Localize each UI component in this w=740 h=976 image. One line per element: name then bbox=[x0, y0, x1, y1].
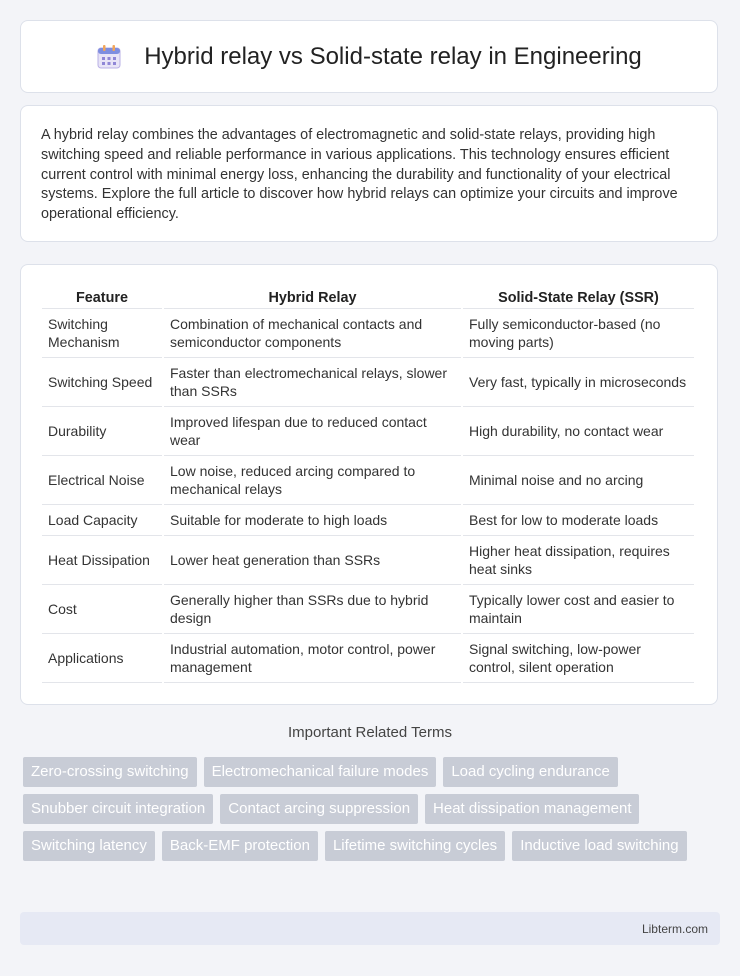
table-row bbox=[42, 358, 694, 407]
related-term-tag[interactable]: Load cycling endurance bbox=[443, 757, 617, 787]
table-row bbox=[42, 505, 694, 536]
table-cell: Heat Dissipation bbox=[42, 536, 162, 585]
related-terms-list bbox=[23, 757, 703, 861]
table-cell: Switching Speed bbox=[42, 358, 162, 407]
column-header: Solid-State Relay (SSR) bbox=[463, 285, 694, 309]
table-cell: Electrical Noise bbox=[42, 456, 162, 505]
intro-text: A hybrid relay combines the advantages of electromagnetic and solid-state relays, providing high switching speed and reliable performance in various applications. This technology ensures efficient current control with minimal energy loss, enhancing the durability and functionality of your electrical systems. Explore the full article to discover how hybrid relays can optimize your circuits and improve operational efficiency. bbox=[41, 127, 678, 223]
related-term-tag[interactable]: Inductive load switching bbox=[512, 831, 686, 861]
related-term-tag[interactable]: Back-EMF protection bbox=[162, 831, 318, 861]
related-term-tag[interactable]: Electromechanical failure modes bbox=[204, 757, 437, 787]
table-cell: Cost bbox=[42, 585, 162, 634]
column-header: Hybrid Relay bbox=[164, 285, 461, 309]
table-cell: Higher heat dissipation, requires heat sinks bbox=[463, 536, 694, 585]
table-cell: Switching Mechanism bbox=[42, 309, 162, 358]
table-cell: Load Capacity bbox=[42, 505, 162, 536]
table-cell: Applications bbox=[42, 634, 162, 683]
table-cell: Low noise, reduced arcing compared to mechanical relays bbox=[164, 456, 461, 505]
title-card bbox=[20, 20, 718, 93]
table-cell: Generally higher than SSRs due to hybrid design bbox=[164, 585, 461, 634]
comparison-table-card bbox=[20, 264, 718, 705]
table-cell: Fully semiconductor-based (no moving parts) bbox=[463, 309, 694, 358]
table-row bbox=[42, 309, 694, 358]
table-cell: High durability, no contact wear bbox=[463, 407, 694, 456]
related-term-tag[interactable]: Lifetime switching cycles bbox=[325, 831, 505, 861]
table-cell: Improved lifespan due to reduced contact wear bbox=[164, 407, 461, 456]
table-row bbox=[42, 456, 694, 505]
table-cell: Combination of mechanical contacts and semiconductor components bbox=[164, 309, 461, 358]
table-cell: Best for low to moderate loads bbox=[463, 505, 694, 536]
table-row bbox=[42, 634, 694, 683]
table-cell: Typically lower cost and easier to maintain bbox=[463, 585, 694, 634]
related-term-tag[interactable]: Snubber circuit integration bbox=[23, 794, 213, 824]
table-cell: Suitable for moderate to high loads bbox=[164, 505, 461, 536]
table-row bbox=[42, 536, 694, 585]
footer-site-link[interactable]: Libterm.com bbox=[641, 921, 708, 936]
related-term-tag[interactable]: Contact arcing suppression bbox=[220, 794, 418, 824]
table-cell: Very fast, typically in microseconds bbox=[463, 358, 694, 407]
table-cell: Industrial automation, motor control, power management bbox=[164, 634, 461, 683]
related-term-tag[interactable]: Zero-crossing switching bbox=[23, 757, 197, 787]
table-cell: Durability bbox=[42, 407, 162, 456]
related-term-tag[interactable]: Switching latency bbox=[23, 831, 155, 861]
intro-card bbox=[20, 105, 718, 242]
table-header-row bbox=[42, 285, 694, 309]
calendar-icon bbox=[96, 44, 122, 70]
comparison-table bbox=[40, 285, 696, 683]
page-title: Hybrid relay vs Solid-state relay in Engineering bbox=[144, 42, 642, 70]
related-terms-title: Important Related Terms bbox=[288, 724, 452, 741]
column-header: Feature bbox=[42, 285, 162, 309]
footer bbox=[20, 912, 720, 945]
table-cell: Lower heat generation than SSRs bbox=[164, 536, 461, 585]
related-term-tag[interactable]: Heat dissipation management bbox=[425, 794, 639, 824]
table-cell: Signal switching, low-power control, silent operation bbox=[463, 634, 694, 683]
table-row bbox=[42, 585, 694, 634]
table-row bbox=[42, 407, 694, 456]
table-cell: Faster than electromechanical relays, slower than SSRs bbox=[164, 358, 461, 407]
table-cell: Minimal noise and no arcing bbox=[463, 456, 694, 505]
